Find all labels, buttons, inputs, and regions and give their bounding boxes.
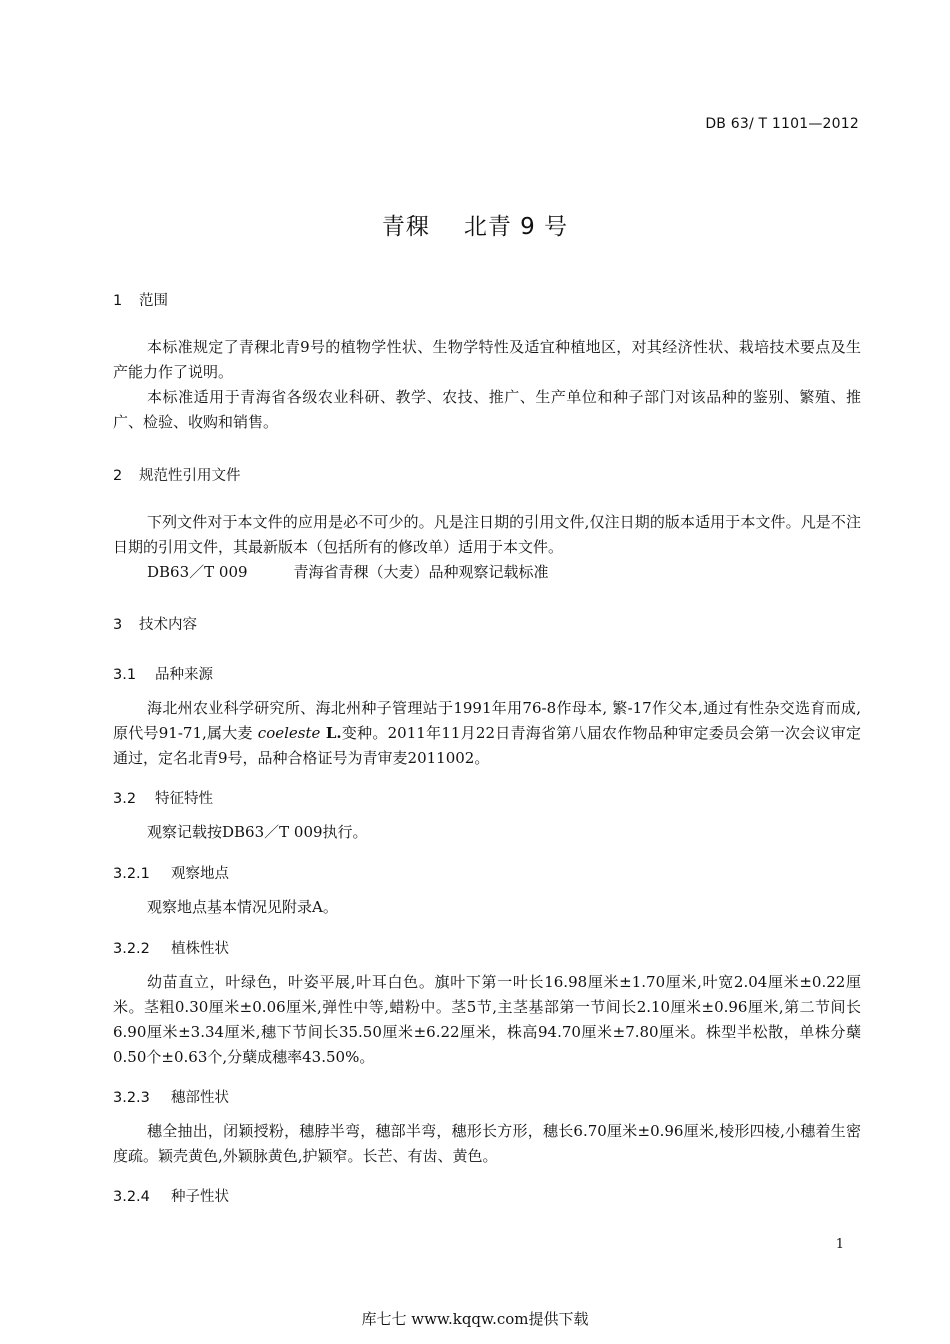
section-3-2-3-paragraph: 穗全抽出，闭颖授粉，穗脖半弯，穗部半弯，穗形长方形，穗长6.70厘米±0.96厘米,棱形四棱,小穗着生密度疏。颖壳黄色,外颖脉黄色,护颖窄。长芒、有齿、黄色。 bbox=[113, 1122, 861, 1165]
page-number: 1 bbox=[835, 1237, 844, 1252]
section-3-1-heading bbox=[113, 663, 213, 684]
section-title: 范围 bbox=[139, 293, 168, 309]
section-3-2-paragraph: 观察记载按DB63／T 009执行。 bbox=[147, 823, 368, 841]
section-1-paragraph-1: 本标准规定了青稞北青9号的植物学性状、生物学特性及适宜种植地区，对其经济性状、栽培技术要点及生产能力作了说明。 bbox=[113, 338, 861, 381]
section-3-2-4-heading bbox=[113, 1185, 229, 1206]
title-part2: 北青 9 号 bbox=[463, 214, 569, 240]
footer-watermark: 库七七 www.kqqw.com提供下载 bbox=[361, 1310, 589, 1328]
section-number: 3.2.1 bbox=[113, 866, 150, 882]
section-3-2-heading bbox=[113, 787, 213, 808]
section-3-2-1-heading bbox=[113, 862, 229, 883]
section-number: 3 bbox=[113, 617, 123, 633]
section-2-paragraph-1: 下列文件对于本文件的应用是必不可少的。凡是注日期的引用文件,仅注日期的版本适用于本文件。凡是不注日期的引用文件，其最新版本（包括所有的修改单）适用于本文件。 bbox=[113, 513, 861, 556]
section-2-heading bbox=[113, 464, 241, 485]
section-number: 3.2 bbox=[113, 791, 137, 807]
section-title: 特征特性 bbox=[155, 791, 213, 807]
normative-reference bbox=[147, 560, 549, 585]
section-title: 观察地点 bbox=[171, 866, 229, 882]
section-3-2-3-heading bbox=[113, 1086, 229, 1107]
section-title: 技术内容 bbox=[139, 617, 197, 633]
variety-approval-text: 变种。2011年11月22日青海省第八届农作物品种审定委员会第一次会议审定通过，定名北青9号，品种合格证号为青审麦2011002。 bbox=[113, 724, 862, 767]
section-title: 品种来源 bbox=[155, 667, 213, 683]
section-3-2-2-paragraph: 幼苗直立，叶绿色，叶姿平展,叶耳白色。旗叶下第一叶长16.98厘米±1.70厘米,叶宽2.04厘米±0.22厘米。茎粗0.30厘米±0.06厘米,弹性中等,蜡粉中。茎5节,主茎基部第一节间长2.10厘米±0.96厘米,第二节间长6.90厘米±3.34厘米,穗下节间长35.50厘米±6.22厘米，株高94.70厘米±7.80厘米。株型半松散，单株分蘖0.50个±0.63个,分蘖成穗率43.50%。 bbox=[113, 973, 861, 1066]
standard-code: DB 63/ T 1101—2012 bbox=[705, 116, 859, 132]
section-number: 3.1 bbox=[113, 667, 137, 683]
section-3-heading bbox=[113, 613, 197, 634]
section-number: 2 bbox=[113, 468, 123, 484]
section-title: 种子性状 bbox=[171, 1189, 229, 1205]
section-number: 3.2.2 bbox=[113, 941, 150, 957]
section-title: 植株性状 bbox=[171, 941, 229, 957]
section-1-paragraph-2: 本标准适用于青海省各级农业科研、教学、农技、推广、生产单位和种子部门对该品种的鉴别、繁殖、推广、检验、收购和销售。 bbox=[113, 388, 861, 431]
species-name: coeleste bbox=[257, 724, 321, 742]
reference-code: DB63／T 009 bbox=[147, 563, 248, 581]
species-author: L. bbox=[320, 724, 342, 742]
section-number: 3.2.4 bbox=[113, 1189, 150, 1205]
section-1-heading bbox=[113, 289, 168, 310]
variety-origin-text: 海北州农业科学研究所、海北州种子管理站于1991年用76-8作母本, 繁-17作父本,通过有性杂交选育而成,原代号91-71,属大麦 bbox=[113, 699, 861, 742]
section-3-2-2-heading bbox=[113, 937, 229, 958]
section-number: 1 bbox=[113, 293, 123, 309]
section-3-1-paragraph bbox=[113, 696, 861, 771]
page-title bbox=[0, 208, 950, 241]
title-part1: 青稞 bbox=[381, 214, 430, 240]
section-title: 穗部性状 bbox=[171, 1090, 229, 1106]
section-number: 3.2.3 bbox=[113, 1090, 150, 1106]
section-3-2-1-paragraph: 观察地点基本情况见附录A。 bbox=[147, 898, 338, 916]
section-title: 规范性引用文件 bbox=[139, 468, 241, 484]
reference-title: 青海省青稞（大麦）品种观察记载标准 bbox=[293, 563, 549, 581]
